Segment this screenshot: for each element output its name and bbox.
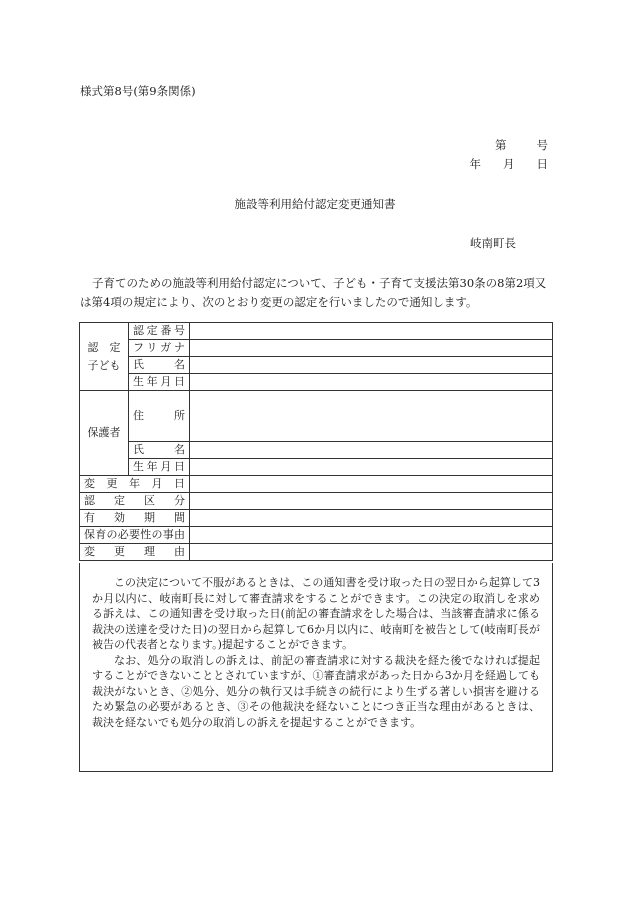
value-cert-number[interactable] [190, 323, 553, 340]
number-prefix: 第 [495, 138, 507, 152]
child-group-label [80, 323, 129, 391]
child-group-line1: 認 定 [87, 340, 121, 354]
label-change-reason: 変更理由 [80, 544, 190, 561]
table-row [80, 323, 553, 340]
appeal-notice-paragraph-2: なお、処分の取消しの訴えは、前記の審査請求に対する裁決を経た後でなければ提起することができないこととされていますが、①審査請求があった日から3か月を経過しても裁決がないとき、②処分、処分の執行又は手続きの続行により生ずる著しい損害を避けるため緊急の必要があるとき、③その他裁決を経ないことにつき正当な理由があるときは、裁決を経ないでも処分の取消しの訴えを提起することができます。 [92, 653, 540, 729]
appeal-notice-paragraph-1: この決定について不服があるときは、この通知書を受け取った日の翌日から起算して3か月以内に、岐南町長に対して審査請求をすることができます。この決定の取消しを求める訴えは、この通知書を受け取った日(前記の審査請求をした場合は、当該審査請求に係る裁決の送達を受けた日)の翌日から起算して6か月以内に、岐南町を被告として(岐南町長が被告の代表者となります。)提起することができます。 [92, 576, 540, 651]
intro-paragraph: 子育てのための施設等利用給付認定について、子ども・子育て支援法第30条の8第2項又は第4項の規定により、次のとおり変更の認定を行いましたので通知します。 [80, 276, 547, 309]
table-row [80, 544, 553, 561]
table-row [80, 374, 553, 391]
certification-table [79, 322, 553, 561]
child-group-line2: 子ども [87, 358, 121, 372]
table-row [80, 459, 553, 476]
guardian-group-label: 保護者 [80, 391, 129, 476]
value-valid-period[interactable] [190, 510, 553, 527]
label-cert-number: 認定番号 [129, 323, 190, 340]
number-suffix: 号 [536, 138, 548, 152]
label-guardian-name: 氏 名 [129, 442, 190, 459]
label-cert-category: 認定区分 [80, 493, 190, 510]
value-guardian-birthdate[interactable] [190, 459, 553, 476]
table-row [80, 357, 553, 374]
label-child-birthdate: 生年月日 [129, 374, 190, 391]
value-change-date[interactable] [190, 476, 553, 493]
value-child-name[interactable] [190, 357, 553, 374]
label-furigana: フリガナ [129, 340, 190, 357]
label-valid-period: 有効期間 [80, 510, 190, 527]
issuer-name: 岐南町長 [470, 236, 516, 250]
form-number: 様式第8号(第9条関係) [80, 84, 196, 98]
value-child-birthdate[interactable] [190, 374, 553, 391]
table-row [80, 340, 553, 357]
document-number-line [495, 137, 548, 153]
table-row [80, 442, 553, 459]
label-child-name: 氏 名 [129, 357, 190, 374]
label-address: 住 所 [129, 391, 190, 442]
value-furigana[interactable] [190, 340, 553, 357]
value-change-reason[interactable] [190, 544, 553, 561]
date-line [470, 156, 549, 172]
table-row [80, 476, 553, 493]
value-address[interactable] [190, 391, 553, 442]
table-row [80, 493, 553, 510]
table-row [80, 391, 553, 442]
date-year: 年 [469, 157, 481, 171]
table-row [80, 527, 553, 544]
date-day: 日 [536, 157, 548, 171]
value-guardian-name[interactable] [190, 442, 553, 459]
label-care-reason: 保育の必要性の事由 [80, 527, 190, 544]
label-guardian-birthdate: 生年月日 [129, 459, 190, 476]
date-month: 月 [503, 157, 515, 171]
value-cert-category[interactable] [190, 493, 553, 510]
appeal-notice-box [79, 563, 553, 772]
document-title: 施設等利用給付認定変更通知書 [234, 197, 396, 211]
value-care-reason[interactable] [190, 527, 553, 544]
label-change-date: 変更年月日 [80, 476, 190, 493]
table-row [80, 510, 553, 527]
